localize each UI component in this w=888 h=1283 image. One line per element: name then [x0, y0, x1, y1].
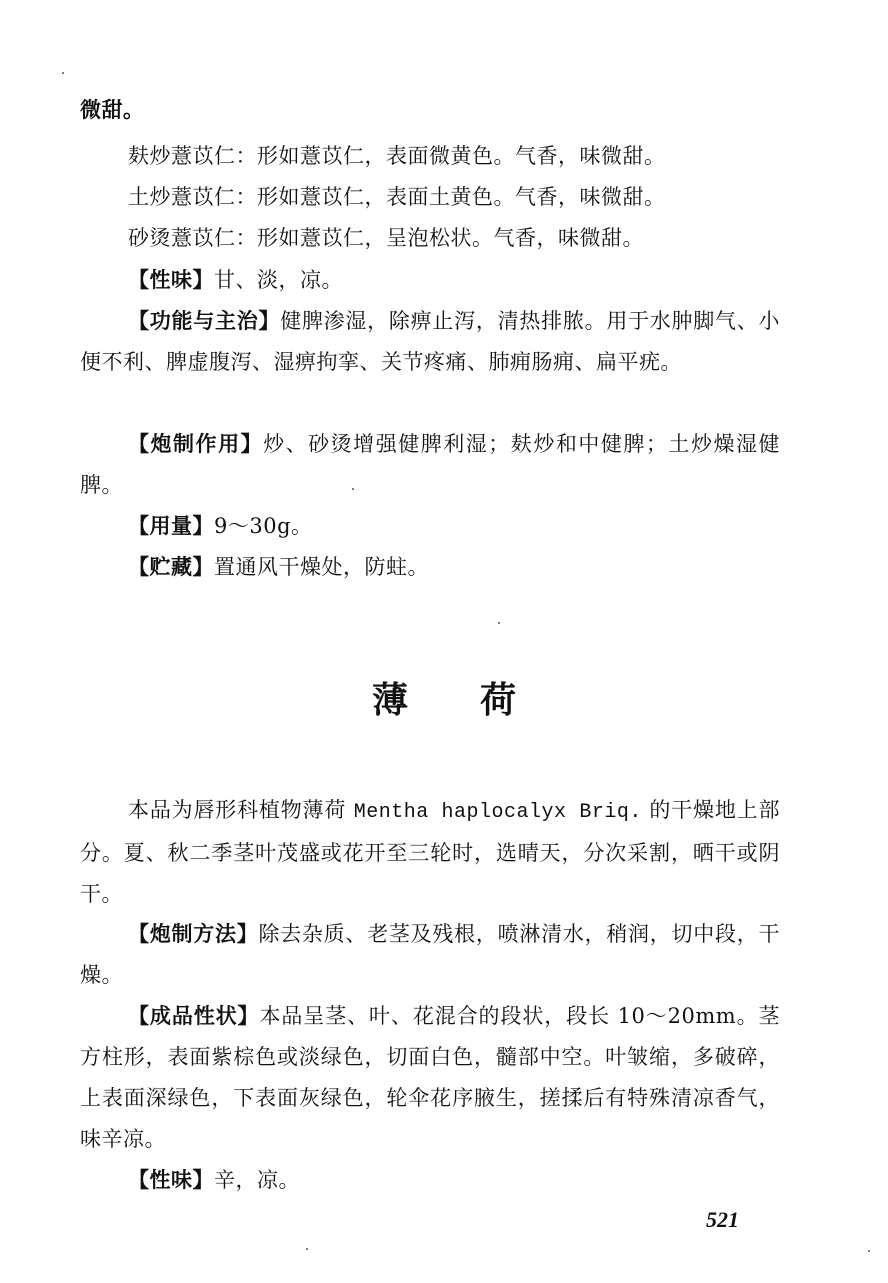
intro-paragraph: [80, 790, 780, 915]
method-label: 【炮制方法】: [128, 921, 259, 946]
product-label: 【成品性状】: [128, 1003, 260, 1028]
product-description-section: [80, 995, 780, 1160]
function-section: [80, 300, 780, 383]
taste-text: 甘、淡，凉。: [214, 268, 343, 292]
processing-method-section: [80, 913, 780, 996]
processing-effect-text: 炒、砂烫增强健脾利湿；麸炒和中健脾；土炒燥湿健脾。: [80, 432, 781, 497]
method-text: 除去杂质、老茎及残根，喷淋清水，稍润，切中段，干燥。: [80, 922, 781, 987]
intro-text-end: 的干燥地上部分。夏、秋二季茎叶茂盛或花开至三轮时，选晴天，分次采割，晒干或阴干。: [80, 798, 780, 906]
storage-label: 【贮藏】: [128, 554, 214, 579]
taste-section-new: [128, 1159, 300, 1201]
taste-text-new: 辛，凉。: [214, 1168, 300, 1192]
processing-effect-label: 【炮制作用】: [128, 431, 264, 456]
scan-speck: [868, 1250, 870, 1252]
function-text: 健脾渗湿，除痹止泻，清热排脓。用于水肿脚气、小便不利、脾虚腹泻、湿痹拘挛、关节疼痛、肺痈肠痈、扁平疣。: [80, 309, 781, 374]
storage-section: [128, 546, 429, 588]
continued-text-line: [80, 89, 780, 131]
scan-speck: [352, 488, 354, 490]
page-number: 521: [706, 1207, 739, 1232]
intro-text-start: 本品为唇形科植物薄荷: [128, 798, 354, 822]
product-text: 本品呈茎、叶、花混合的段状，段长 10～20mm。茎方柱形，表面紫棕色或淡绿色，切面白色，髓部中空。叶皱缩，多破碎，上表面深绿色，下表面灰绿色，轮伞花序腋生，搓揉后有特殊清凉香气，味辛凉。: [80, 1004, 781, 1151]
storage-text: 置通风干燥处，防蛀。: [214, 555, 429, 579]
scan-speck: [498, 622, 500, 624]
taste-label-new: 【性味】: [128, 1167, 214, 1192]
dosage-section: [128, 505, 313, 547]
dosage-label: 【用量】: [128, 513, 214, 538]
entry-title: 薄荷: [371, 679, 588, 721]
sand-scalded-description: 砂烫薏苡仁：形如薏苡仁，呈泡松状。气香，味微甜。: [128, 226, 644, 250]
latin-name: Mentha haplocalyx Briq.: [353, 801, 642, 824]
function-label: 【功能与主治】: [128, 308, 281, 333]
scan-speck: [306, 1248, 308, 1250]
scan-speck: [62, 72, 64, 74]
dosage-text: 9～30g。: [214, 514, 313, 538]
bran-fried-description: 麸炒薏苡仁：形如薏苡仁，表面微黄色。气香，味微甜。: [128, 144, 666, 168]
taste-label: 【性味】: [128, 267, 214, 292]
taste-section-prev: [128, 259, 343, 301]
earth-fried-description: 土炒薏苡仁：形如薏苡仁，表面土黄色。气香，味微甜。: [128, 185, 666, 209]
continued-text: 微甜。: [80, 97, 145, 122]
processing-effect-section: [80, 423, 780, 506]
